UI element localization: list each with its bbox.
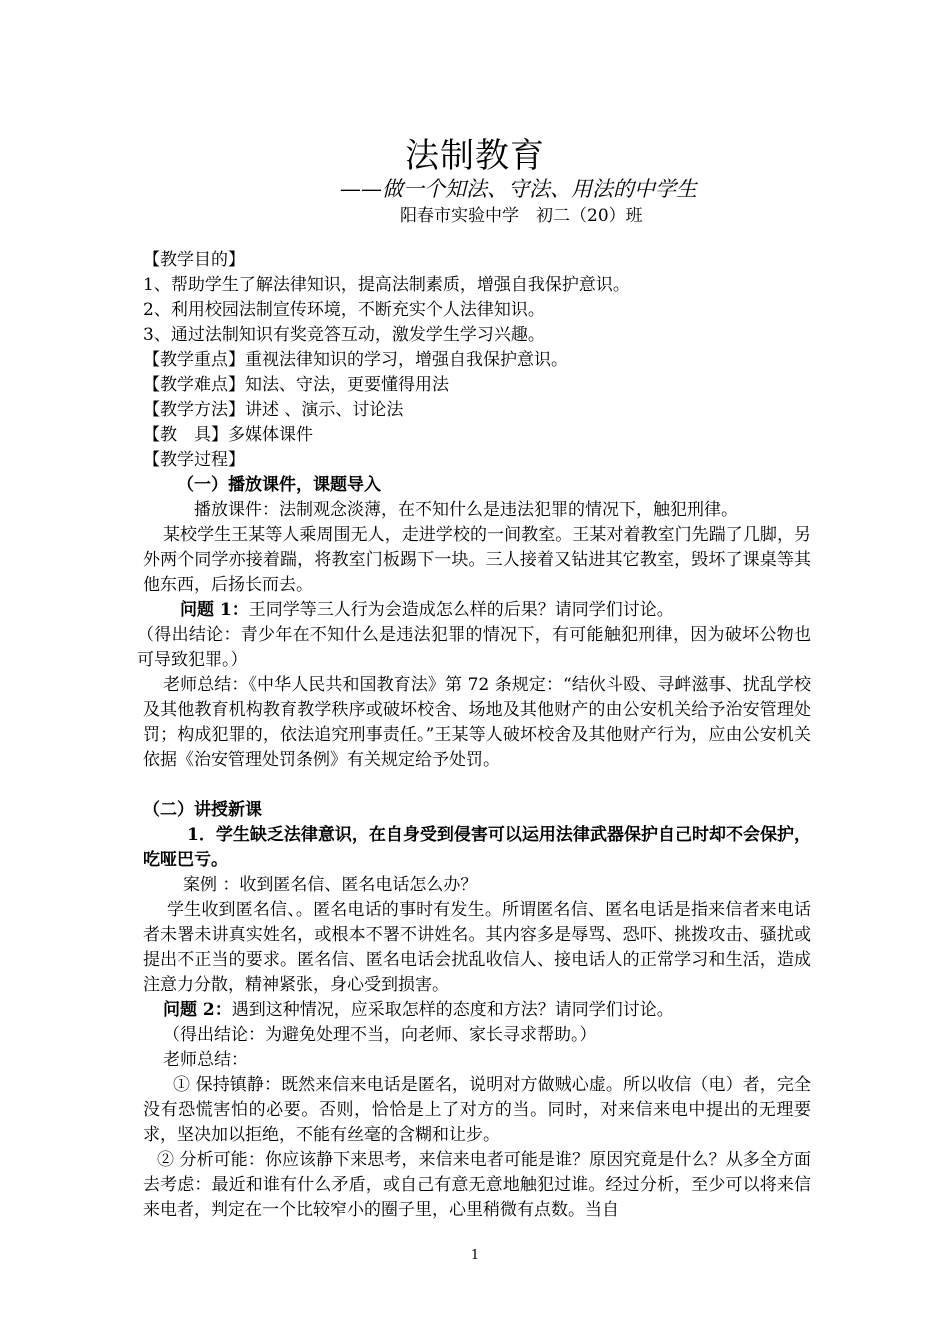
key-point-line: 【教学重点】重视法律知识的学习，增强自我保护意识。	[143, 350, 568, 370]
step-1: ① 保持镇静：既然来信来电话是匿名，说明对方做贼心虚。所以收信（电）者，完全没有恐慌害怕的必要。否则，恰恰是上了对方的当。同时，对来信来电中提出的无理要求，坚决加以拒绝，不能有丝毫的含糊和让步。	[143, 1075, 811, 1145]
document-body	[137, 248, 811, 1223]
section2-heading: （二）讲授新课	[143, 800, 262, 820]
question-2-label: 问题 2：	[163, 1000, 232, 1020]
method-line: 【教学方法】讲述 、演示、讨论法	[143, 400, 404, 420]
goal-item: 2、利用校园法制宣传环境，不断充实个人法律知识。	[143, 300, 545, 320]
question-2-text: 遇到这种情况，应采取怎样的态度和方法？请同学们讨论。	[231, 1000, 674, 1020]
process-heading: 【教学过程】	[143, 450, 245, 470]
section1-intro: 播放课件：法制观念淡薄，在不知什么是违法犯罪的情况下，触犯刑律。	[194, 500, 738, 520]
question-2	[143, 998, 811, 1023]
spacer	[143, 773, 811, 798]
document-subtitle: ——做一个知法、守法、用法的中学生	[340, 177, 697, 201]
goal-item: 1、帮助学生了解法律知识，提高法制素质，增强自我保护意识。	[143, 275, 630, 295]
document-title: 法制教育	[405, 136, 545, 176]
question-2-conclusion: （得出结论：为避免处理不当，向老师、家长寻求帮助。）	[163, 1025, 597, 1045]
question-1-label: 问题 1：	[180, 600, 249, 620]
question-2-summary-label: 老师总结：	[163, 1050, 248, 1070]
goal-heading: 【教学目的】	[143, 250, 245, 270]
step-2: ② 分析可能：你应该静下来思考，来信来电者可能是谁？原因究竟是什么？从多全方面去考虑：最近和谁有什么矛盾，或自己有意无意地触犯过谁。经过分析，至少可以将来信来电者，判定在一个比较窄小的圈子里，心里稍微有点数。当自	[143, 1150, 811, 1220]
question-1-summary: 老师总结：《中华人民共和国教育法》第 72 条规定：“结伙斗殴、寻衅滋事、扰乱学校及其他教育机构教育教学秩序或破坏校舍、场地及其他财产的由公安机关给予治安管理处罚；构成犯罪的，依法追究刑事责任。”王某等人破坏校舍及其他财产行为，应由公安机关依据《治安管理处罚条例》有关规定给予处罚。	[143, 675, 811, 770]
question-1-text: 王同学等三人行为会造成怎么样的后果？请同学们讨论。	[248, 600, 674, 620]
point-1: 1．学生缺乏法律意识，在自身受到侵害可以运用法律武器保护自己时却不会保护，吃哑巴亏。	[143, 825, 811, 870]
section1-heading: （一）播放课件，课题导入	[177, 475, 381, 495]
school-class-line: 阳春市实验中学 初二（20）班	[400, 206, 643, 226]
case-2-text: 学生收到匿名信、。匿名电话的事时有发生。所谓匿名信、匿名电话是指来信者来电话者未署未讲真实姓名，或根本不署不讲姓名。其内容多是辱骂、恐吓、挑拨攻击、骚扰或提出不正当的要求。匿名信、匿名电话会扰乱收信人、接电话人的正常学习和生活，造成注意力分散，精神紧张，身心受到损害。	[143, 900, 811, 995]
question-1-conclusion: （得出结论：青少年在不知什么是违法犯罪的情况下，有可能触犯刑律，因为破坏公物也可导致犯罪。）	[137, 625, 811, 670]
difficulty-line: 【教学难点】知法、守法，更要懂得用法	[143, 375, 449, 395]
goal-item: 3、通过法制知识有奖竞答互动，激发学生学习兴趣。	[143, 325, 545, 345]
page-number: 1	[470, 1248, 480, 1263]
section1-case: 某校学生王某等人乘周围无人，走进学校的一间教室。王某对着教室门先踹了几脚，另外两个同学亦接着踹，将教室门板踢下一块。三人接着又钻进其它教室，毁坏了课桌等其他东西，后扬长而去。	[143, 525, 811, 595]
question-1	[143, 598, 811, 623]
tools-line: 【教 具】多媒体课件	[143, 425, 313, 445]
case-2-title: 案例 ：收到匿名信、匿名电话怎么办？	[183, 875, 478, 895]
